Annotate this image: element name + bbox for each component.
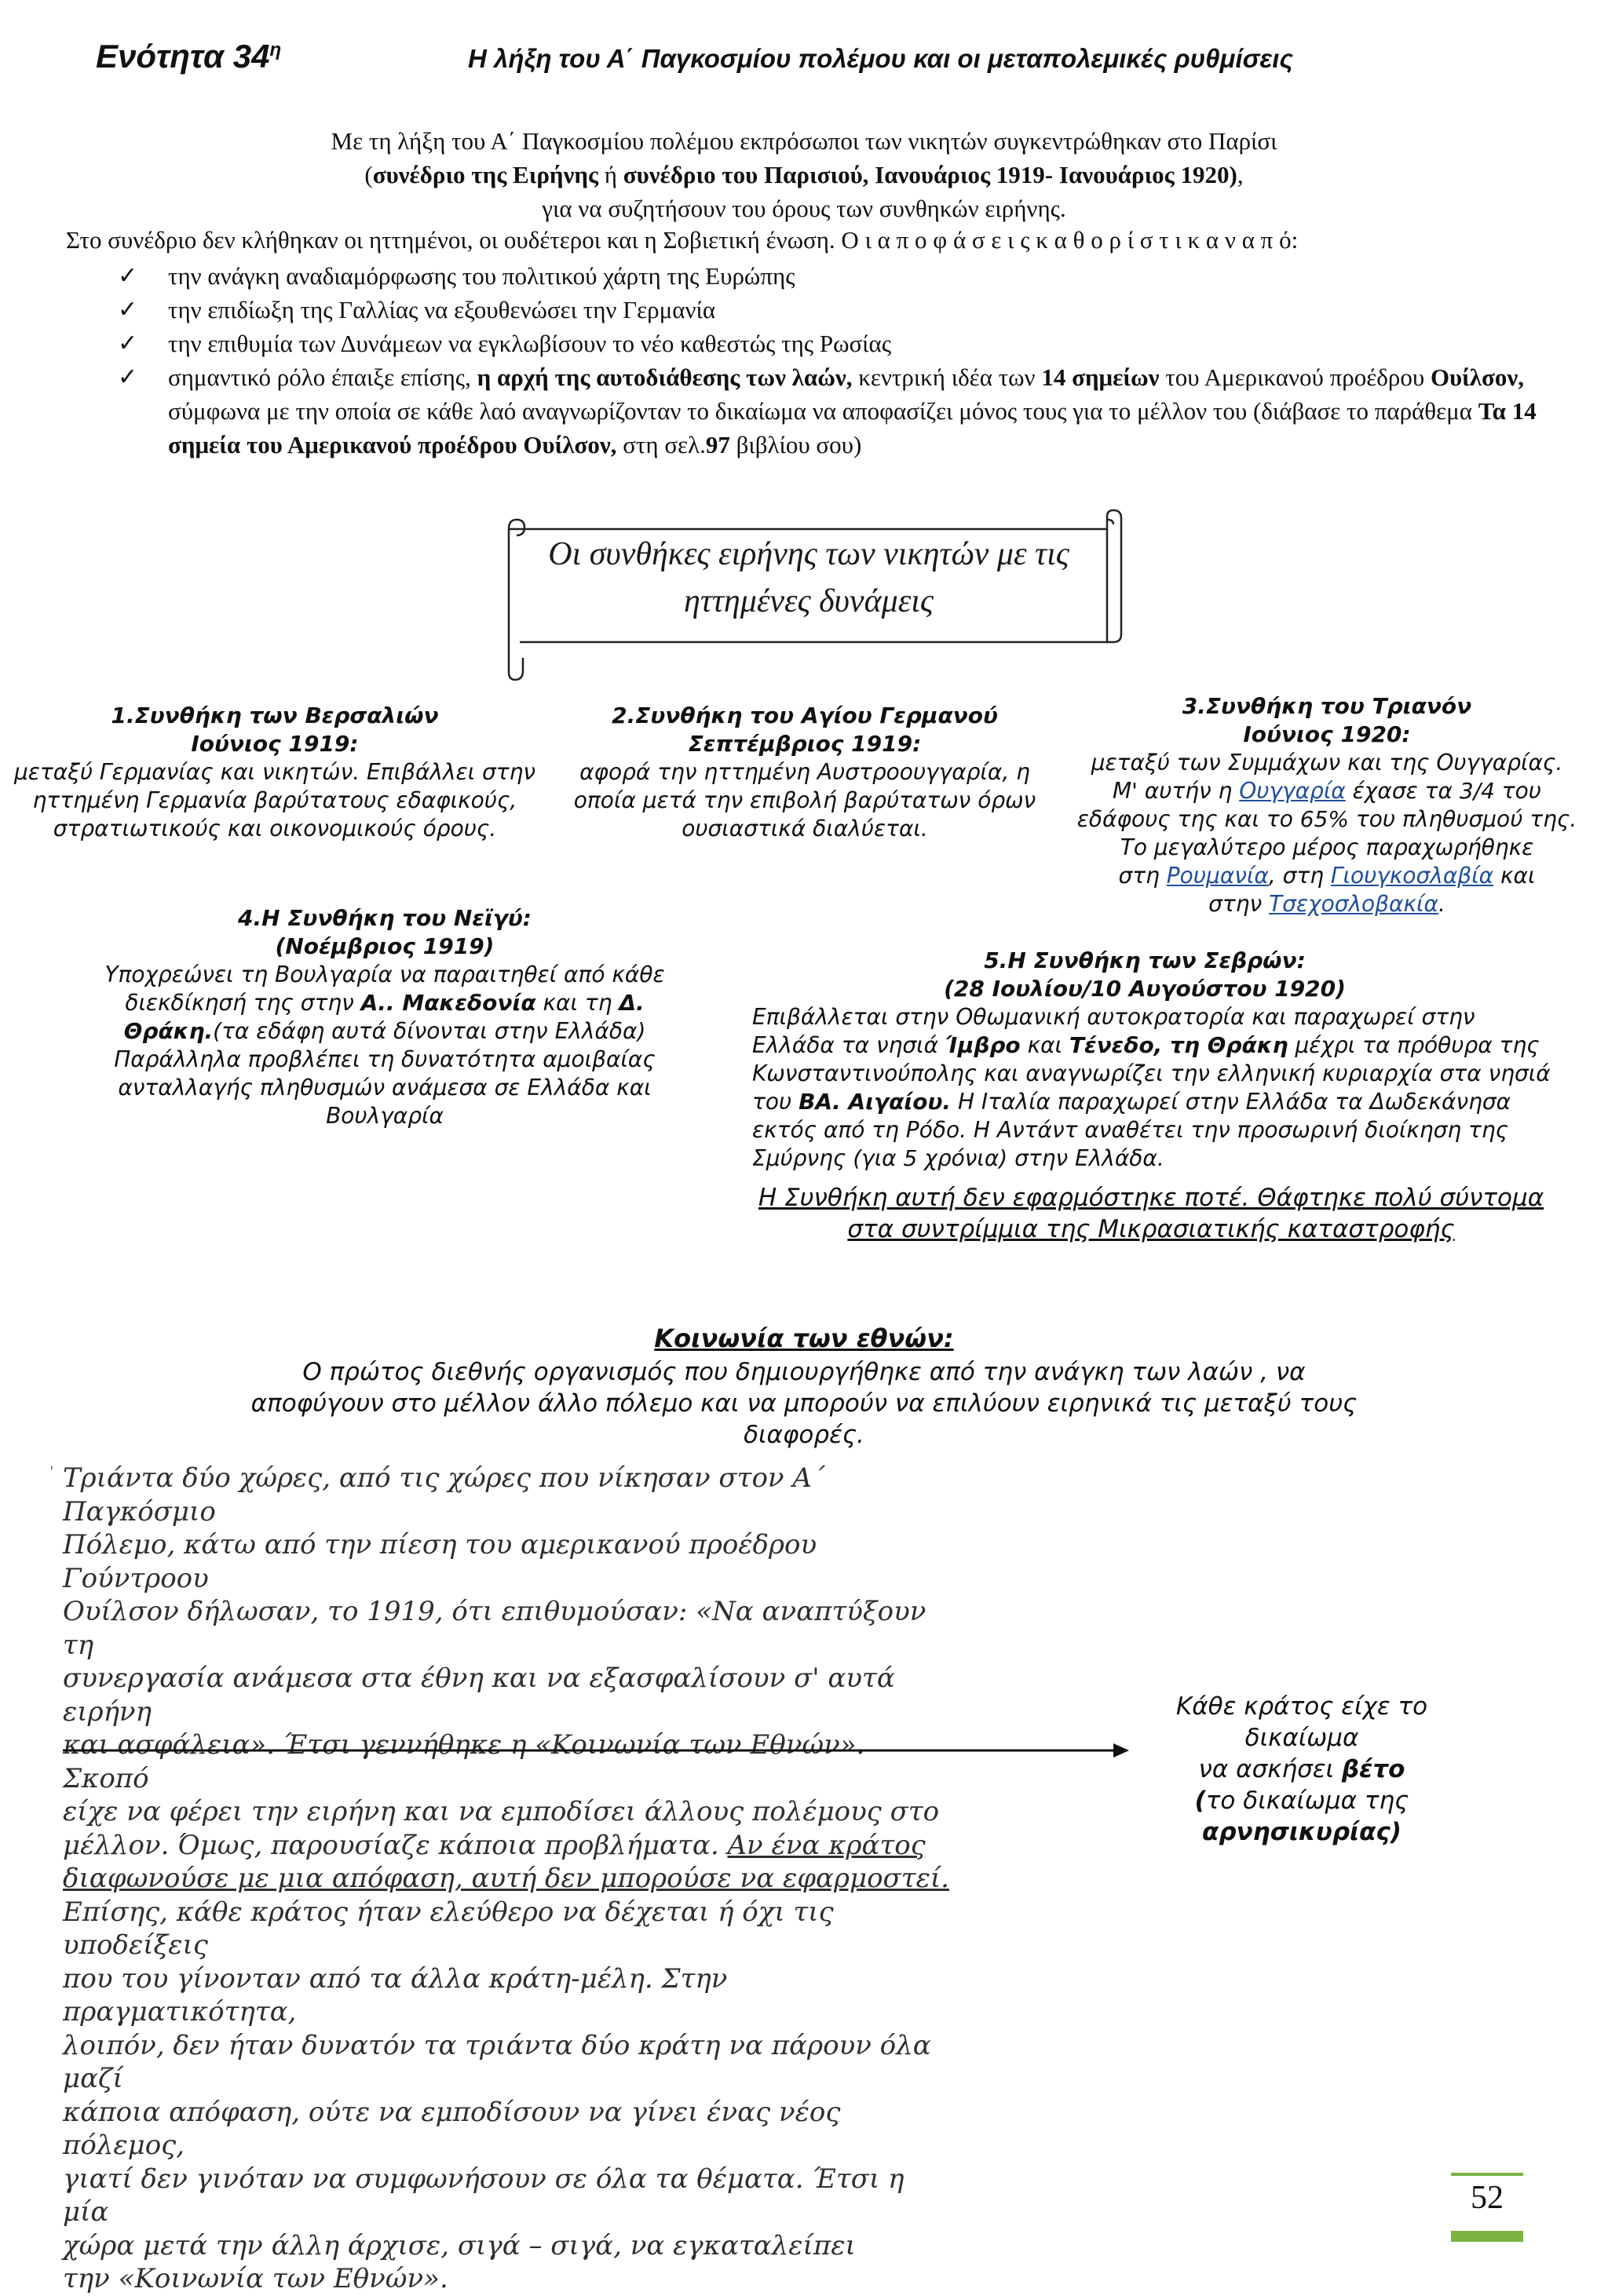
treaty-saint-germain: 2.Συνθήκη του Αγίου Γερμανού Σεπτέμβριος 1919: αφορά την ηττημένη Αυστροουγγαρία, η οποία μετά την επιβολή βαρύτατων όρων ουσιαστικά διαλύεται.: [573, 703, 1036, 841]
intro-line-1: Με τη λήξη του Α΄ Παγκοσμίου πολέμου εκπρόσωποι των νικητών συγκεντρώθηκαν στο Παρίσι: [331, 127, 1277, 155]
link-hungary[interactable]: Ουγγαρία: [1239, 778, 1346, 804]
link-romania[interactable]: Ρουμανία: [1166, 863, 1269, 889]
link-yugoslavia[interactable]: Γιουγκοσλαβία: [1330, 863, 1494, 889]
checkmark-icon: ✓: [118, 296, 138, 323]
treaty-trianon: 3.Συνθήκη του Τριανόν Ιούνιος 1920: μεταξύ των Συμμάχων και της Ουγγαρίας. Μ' αυτήν η Ουγγαρία έχασε τα 3/4 του εδάφους της και το 65% του πληθυσμού της. Το μεγαλύτερο μέρος παραχωρήθηκε στη Ρουμανία, στη Γιουγκοσλαβία και στην Τσεχοσλοβακία.: [1076, 693, 1577, 917]
treaty-sevres-body: Επιβάλλεται στην Οθωμανική αυτοκρατορία και παραχωρεί στην Ελλάδα τα νησιά Ίμβρο και Τένεδο, τη Θράκη μέχρι τα πρόθυρα της Κωνσταντινούπολης και αναγνωρίζει την ελληνική κυριαρχία στα νησιά του ΒΑ. Αιγαίου. Η Ιταλία παραχωρεί στην Ελλάδα τα Δωδεκάνησα εκτός από τη Ρόδο. Η Αντάντ αναθέτει την προσωρινή διοίκηση της Σμύρνης (για 5 χρόνια) στην Ελλάδα.: [752, 1004, 1551, 1171]
checklist-item: ✓ την επιδίωξη της Γαλλίας να εξουθενώσει την Γερμανία: [118, 293, 1562, 327]
scan-mark: ': [50, 1463, 53, 1480]
veto-note: Κάθε κράτος είχε το δικαίωμα να ασκήσει βέτο (το δικαίωμα της αρνησικυρίας): [1175, 1692, 1428, 1846]
treaty-neuilly: 4.Η Συνθήκη του Νεϊγύ: (Νοέμβριος 1919) Υποχρεώνει τη Βουλγαρία να παραιτηθεί από κάθε διεκδίκησή της στην Α.. Μακεδονία και τη Δ. Θράκη.(τα εδάφη αυτά δίνονται στην Ελλάδα) Παράλληλα προβλέπει τη δυνατότητα αμοιβαίας ανταλλαγής πληθυσμών ανάμεσα σε Ελλάδα και Βουλγαρία: [104, 905, 665, 1129]
checkmark-icon: ✓: [118, 363, 138, 391]
page-number: 52: [1471, 2180, 1504, 2216]
league-title: Κοινωνία των εθνών:: [654, 1323, 954, 1353]
arrow-right-icon: [63, 1741, 1131, 1760]
treaty-versailles: 1.Συνθήκη των Βερσαλιών Ιούνιος 1919: μεταξύ Γερμανίας και νικητών. Επιβάλλει στην ηττημένη Γερμανία βαρύτατους εδαφικούς, στρατιωτικούς και οικονομικούς όρους.: [13, 703, 536, 841]
page-number-rule-top: [1451, 2173, 1523, 2176]
sevres-note: Η Συνθήκη αυτή δεν εφαρμόστηκε ποτέ. Θάφτηκε πολύ σύντομα στα συντρίμμια της Μικρασιατικής καταστροφής: [758, 1184, 1544, 1243]
league-intro: Ο πρώτος διεθνής οργανισμός που δημιουργήθηκε από την ανάγκη των λαών , να αποφύγουν στο μέλλον άλλο πόλεμο και να μπορούν να επιλύουν ειρηνικά τις μεταξύ τους διαφορές.: [250, 1358, 1358, 1449]
page-title: Η λήξη του Α΄ Παγκοσμίου πολέμου και οι μεταπολεμικές ρυθμίσεις: [468, 44, 1293, 73]
checklist-item: ✓ σημαντικό ρόλο έπαιξε επίσης, η αρχή της αυτοδιάθεσης των λαών, κεντρική ιδέα των 14 σημείων του Αμερικανού προέδρου Ουίλσον, σύμφωνα με την οποία σε κάθε λαό αναγνωρίζονταν το δικαίωμα να αποφασίζει μόνος τους για το μέλλον του (διάβασε το παράθεμα Τα 14 σημεία του Αμερικανού προέδρου Ουίλσον, στη σελ.97 βιβλίου σου): [118, 360, 1562, 462]
checkmark-icon: ✓: [118, 262, 138, 290]
decisions-checklist: [118, 259, 1562, 462]
intro-line-4: Στο συνέδριο δεν κλήθηκαν οι ηττημένοι, οι ουδέτεροι και η Σοβιετική ένωση. Ο ι α π ο φ ά σ ε ι ς κ α θ ο ρ ί σ τ ι κ α ν α π ό:: [66, 226, 1299, 254]
checkmark-icon: ✓: [118, 330, 138, 357]
checklist-item: ✓ την ανάγκη αναδιαμόρφωσης του πολιτικού χάρτη της Ευρώπης: [118, 259, 1562, 293]
unit-label: Ενότητα $34^\eta$: [96, 38, 282, 75]
scroll-banner-text: Οι συνθήκες ειρήνης των νικητών με τις ηττημένες δυνάμεις: [548, 536, 1069, 619]
intro-line-2: (συνέδριο της Ειρήνης ή συνέδριο του Παρισιού, Ιανουάριος 1919- Ιανουάριος 1920),: [364, 161, 1244, 188]
checklist-item: ✓ την επιθυμία των Δυνάμεων να εγκλωβίσουν το νέο καθεστώς της Ρωσίας: [118, 327, 1562, 360]
link-czechoslovakia[interactable]: Τσεχοσλοβακία: [1269, 891, 1438, 917]
league-excerpt: Τριάντα δύο χώρες, από τις χώρες που νίκησαν στον Α΄ Παγκόσμιο Πόλεμο, κάτω από την πίεση του αμερικανού προέδρου Γούντροου Ουίλσον δήλωσαν, το 1919, ότι επιθυμούσαν: «Να αναπτύξουν τη συνεργασία ανάμεσα στα έθνη και να εξασφαλίσουν σ' αυτά ειρήνη και ασφάλεια». Έτσι γεννήθηκε η «Κοινωνία των Εθνών». Σκοπό είχε να φέρει την ειρήνη και να εμποδίσει άλλους πολέμους στο μέλλον. Όμως, παρουσίαζε κάποια προβλήματα. Αν ένα κράτος διαφωνούσε με μια απόφαση, αυτή δεν μπορούσε να εφαρμοστεί. Επίσης, κάθε κράτος ήταν ελεύθερο να δέχεται ή όχι τις υποδείξεις που του γίνονταν από τα άλλα κράτη-μέλη. Στην πραγματικότητα, λοιπόν, δεν ήταν δυνατόν τα τριάντα δύο κράτη να πάρουν όλα μαζί κάποια απόφαση, ούτε να εμποδίσουν να γίνει ένας νέος πόλεμος, γιατί δεν γινόταν να συμφωνήσουν σε όλα τα θέματα. Έτσι η μία χώρα μετά την άλλη άρχισε, σιγά – σιγά, να εγκαταλείπει την «Κοινωνία των Εθνών».: [63, 1462, 949, 2294]
page-number-bar: [1451, 2231, 1523, 2242]
treaty-sevres-title: 5.Η Συνθήκη των Σεβρών: (28 Ιουλίου/10 Αυγούστου 1920): [944, 947, 1346, 1002]
intro-line-3: για να συζητήσουν του όρους των συνθηκών ειρήνης.: [542, 195, 1066, 222]
